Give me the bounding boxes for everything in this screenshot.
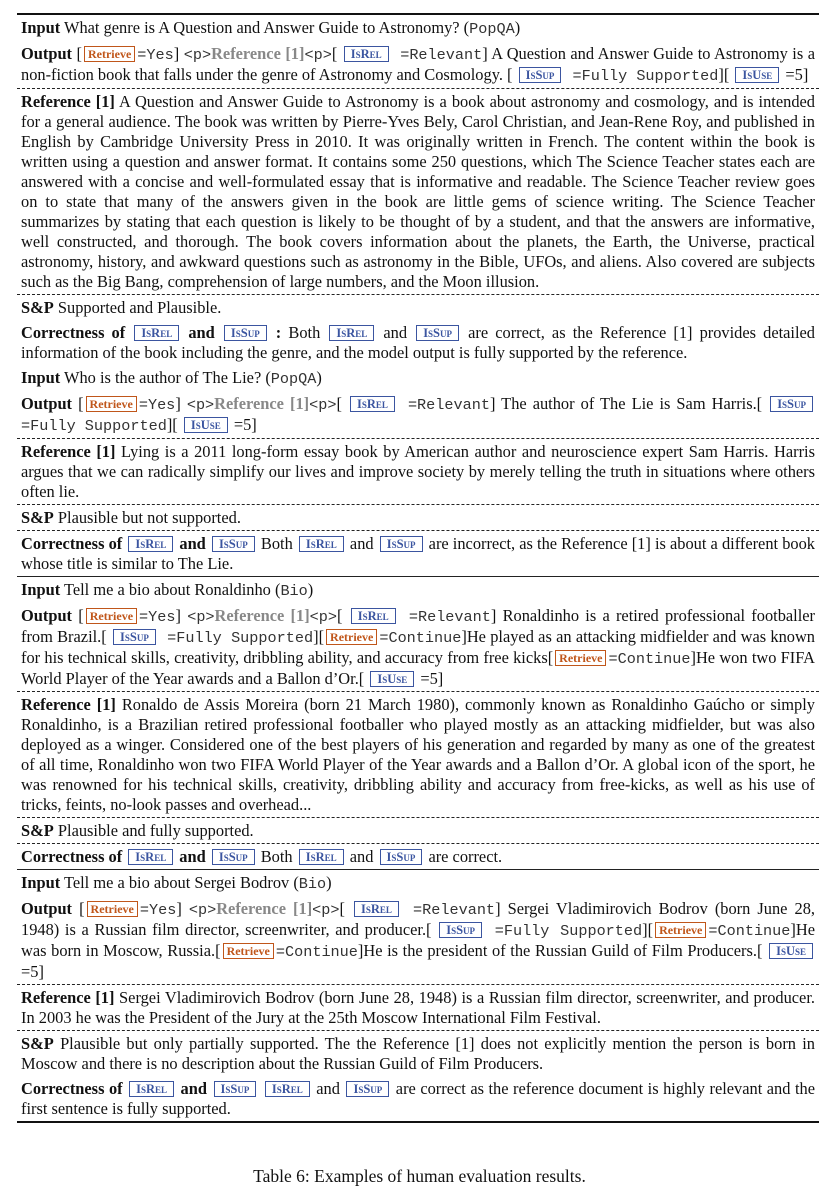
reference-row (17, 439, 819, 505)
mono-text: =Continue (608, 650, 691, 668)
issup-token: IsSup (380, 536, 423, 552)
text: [ (337, 606, 349, 625)
reference-row (17, 89, 819, 295)
text: Plausible and fully supported. (53, 821, 254, 840)
text: ] Ronaldinho is a retired professional footballer from Brazil.[ (21, 606, 816, 646)
bold-label: Input (21, 18, 61, 37)
isuse-token: IsUse (735, 67, 779, 83)
mono-text: =Relevant (397, 608, 491, 626)
correctness-row (17, 531, 819, 577)
sp-judgment-row (17, 818, 819, 844)
retrieve-token: Retrieve (555, 650, 606, 666)
bold-label: Correctness of (21, 534, 127, 553)
text: [ (336, 394, 348, 413)
bold-label: Output (21, 606, 73, 625)
text: =5] (21, 962, 44, 981)
text: ] (175, 606, 188, 625)
mono-text: =Fully Supported (484, 922, 643, 940)
issup-token: IsSup (346, 1081, 389, 1097)
bold-label: S&P (21, 298, 54, 317)
text: are correct, as the Reference [1] provides detailed information of the book including the genre, and the model output is fully supported by the reference. (21, 323, 816, 362)
text: ][ (718, 65, 734, 84)
mono-text: =Continue (275, 943, 358, 961)
text: ] A Question and Answer Guide to Astronomy is a non-fiction book that falls under the genre of Astronomy and Cosmology. [ (21, 44, 816, 84)
correctness-row (17, 1076, 819, 1121)
bold-label: Reference [1] (21, 988, 115, 1007)
issup-token: IsSup (519, 67, 562, 83)
bold-label: S&P (21, 821, 54, 840)
mono-text: <p> (304, 46, 332, 64)
mono-text: =Yes (137, 46, 174, 64)
mono-text: =Yes (139, 901, 177, 919)
mono-text: =Continue (379, 629, 462, 647)
bold-label: Correctness of (21, 847, 127, 866)
isrel-token: IsRel (299, 536, 344, 552)
text: ]He played as an attacking midfielder and was known for his technical skills, creativity, dribbling ability, and accuracy from free kicks[ (21, 627, 815, 667)
reference-row (17, 692, 819, 818)
text: [ (72, 394, 84, 413)
isrel-token: IsRel (350, 396, 395, 412)
bold-label: Reference [1] (21, 695, 116, 714)
text: ) (514, 18, 521, 37)
text: ) (316, 368, 322, 387)
input-row (17, 15, 819, 41)
text: and (345, 534, 378, 553)
bold-label: Output (21, 394, 73, 413)
issup-token: IsSup (214, 1081, 257, 1097)
bold-label: Input (21, 580, 61, 599)
text: Tell me a bio about Ronaldinho ( (60, 580, 281, 599)
retrieve-token: Retrieve (84, 46, 135, 62)
text: [ (72, 606, 84, 625)
text: Plausible but not supported. (53, 508, 241, 527)
text (258, 1079, 263, 1098)
text: ) (326, 873, 332, 892)
text: Both (256, 534, 297, 553)
text: ] (175, 394, 187, 413)
mono-text: <p> (187, 608, 215, 626)
bold-label: S&P (21, 508, 54, 527)
mono-text: PopQA (469, 20, 515, 38)
issup-token: IsSup (113, 629, 156, 645)
mono-text: Bio (280, 582, 308, 600)
text: ] Sergei Vladimirovich Bodrov (born June 28, 1948) is a Russian film director, screenwriter, and producer.[ (21, 899, 816, 939)
bold-label: Input (21, 873, 61, 892)
sp-judgment-row (17, 1031, 819, 1076)
text: Sergei Vladimirovich Bodrov (born June 28, 1948) is a Russian film director, screenwriter, and producer. In 2003 he was the President of the Jury at the 25th Moscow International Film Festival. (21, 988, 815, 1027)
mono-text: <p> (183, 46, 212, 64)
mono-text: <p> (309, 608, 337, 626)
text: ]He is the president of the Russian Guild of Film Producers.[ (357, 941, 768, 960)
isuse-token: IsUse (370, 671, 414, 687)
table-caption: Table 6: Examples of human evaluation results. (253, 1166, 586, 1186)
text: [ (339, 899, 353, 918)
reference-row (17, 985, 819, 1031)
text: are incorrect, as the Reference [1] is about a different book whose title is similar to The Lie. (21, 534, 815, 573)
isrel-token: IsRel (299, 849, 344, 865)
output-row (17, 896, 819, 985)
bold-label: Reference [1] (21, 442, 116, 461)
issup-token: IsSup (212, 536, 255, 552)
output-row (17, 41, 819, 89)
reference-marker: Reference [1] (216, 899, 313, 918)
retrieve-token: Retrieve (86, 608, 137, 624)
bold-label: and (175, 534, 210, 553)
mono-text: <p> (312, 901, 340, 919)
sp-judgment-row (17, 505, 819, 531)
isrel-token: IsRel (344, 46, 389, 62)
bold-label: : (268, 323, 289, 342)
bold-label: Reference [1] (21, 92, 115, 111)
reference-marker: Reference [1] (211, 44, 305, 63)
isrel-token: IsRel (265, 1081, 310, 1097)
output-row (17, 391, 819, 439)
text: Tell me a bio about Sergei Bodrov ( (60, 873, 299, 892)
issup-token: IsSup (224, 325, 267, 341)
issup-token: IsSup (212, 849, 255, 865)
mono-text: <p> (188, 901, 217, 919)
isuse-token: IsUse (769, 943, 813, 959)
text: ) (307, 580, 314, 599)
mono-text: =Relevant (390, 46, 483, 64)
text: are correct as the reference document is highly relevant and the first sentence is fully supported. (21, 1079, 815, 1118)
text: Who is the author of The Lie? ( (60, 368, 271, 387)
issup-token: IsSup (416, 325, 459, 341)
isuse-token: IsUse (184, 417, 228, 433)
retrieve-token: Retrieve (326, 629, 377, 645)
text: [ (331, 44, 342, 63)
isrel-token: IsRel (128, 849, 173, 865)
bold-label: Input (21, 368, 61, 387)
issup-token: IsSup (380, 849, 423, 865)
correctness-row (17, 844, 819, 870)
text: Ronaldo de Assis Moreira (born 21 March 1980), commonly known as Ronaldinho Gaúcho or simply Ronaldinho, is a Brazilian retired professional footballer who played mostly as an attacking midfielder, but was also deployed as a winger. Considered one of the best players of his generation and regarded by many as one of the greatest of all time, Ronaldinho won two FIFA World Player of the Year awards and a Ballon d’Or. A global icon of the sport, he was renowned for his technical skills, creativity, dribbling ability and accuracy from free-kicks, as well as his use of tricks, feints, no-look passes and overhead... (21, 695, 815, 814)
text: ]He won two FIFA World Player of the Year awards and a Ballon d’Or.[ (21, 648, 815, 688)
isrel-token: IsRel (134, 325, 179, 341)
reference-marker: Reference [1] (214, 394, 310, 413)
mono-text: =Fully Supported (157, 629, 314, 647)
mono-text: =Yes (139, 608, 176, 626)
mono-text: PopQA (270, 370, 317, 388)
mono-text: <p> (186, 396, 215, 414)
retrieve-token: Retrieve (87, 901, 138, 917)
mono-text: <p> (309, 396, 337, 414)
evaluation-examples-table (17, 13, 819, 1123)
text: Both (288, 323, 328, 342)
bold-label: Correctness of (21, 323, 133, 342)
text: =5] (781, 65, 809, 84)
text: ] (173, 44, 184, 63)
text: and (376, 323, 415, 342)
isrel-token: IsRel (329, 325, 374, 341)
input-row (17, 365, 819, 391)
bold-label: and (181, 323, 222, 342)
mono-text: =Fully Supported (563, 67, 719, 85)
text: ][ (313, 627, 325, 646)
text: =5] (416, 669, 444, 688)
text: =5] (229, 415, 257, 434)
issup-token: IsSup (770, 396, 813, 412)
sp-judgment-row (17, 295, 819, 320)
input-row (17, 870, 819, 896)
text: A Question and Answer Guide to Astronomy is a book about astronomy and cosmology, and is intended for a general audience. The book was written by Pierre-Yves Bely, Carol Christian, and Jean-Rene Roy, and published in English by Cambridge University Press in 2010. It was originally written in French. The content within the book is written using a question and answer format. It contains some 250 questions, which The Science Teacher states each are answered with a concise and well-formulated essay that is informative and readable. The Science Teacher review goes on to state that many of the answers given in the book are little gems of science writing. The Science Teacher summarizes by stating that each question is likely to be thought of by a student, and that the answers are informative, well constructed, and thorough. The book covers information about the planets, the Earth, the Universe, practical astronomy, history, and awkward questions such as astronomy in the Bible, UFOs, and aliens. Also covered are subjects such as the Big Bang, comprehension of large numbers, and the Moon illusion. (21, 92, 815, 291)
mono-text: =Relevant (396, 396, 490, 414)
text: ] The author of The Lie is Sam Harris.[ (489, 394, 769, 413)
text: ][ (642, 920, 654, 939)
text: and (345, 847, 378, 866)
text: ][ (166, 415, 182, 434)
retrieve-token: Retrieve (223, 943, 274, 959)
mono-text: =Yes (138, 396, 176, 414)
text: [ (72, 899, 85, 918)
text: Lying is a 2011 long-form essay book by American author and neuroscience expert Sam Harris. Harris argues that we can radically simplify our lives and improve society by merely telling the truth in situations where others often lie. (21, 442, 815, 501)
bold-label: Correctness of (21, 1079, 128, 1098)
mono-text: Bio (298, 875, 327, 893)
input-row (17, 577, 819, 603)
bold-label: Output (21, 44, 73, 63)
retrieve-token: Retrieve (655, 922, 706, 938)
bold-label: and (175, 847, 210, 866)
bold-label: S&P (21, 1034, 54, 1053)
text: are correct. (424, 847, 503, 866)
text: ]He was born in Moscow, Russia.[ (21, 920, 815, 960)
bold-label: Output (21, 899, 73, 918)
isrel-token: IsRel (129, 1081, 174, 1097)
isrel-token: IsRel (354, 901, 399, 917)
text: Both (256, 847, 297, 866)
issup-token: IsSup (439, 922, 482, 938)
bold-label: and (176, 1079, 212, 1098)
correctness-row (17, 320, 819, 365)
text: Plausible but only partially supported. The the Reference [1] does not explicitly mention the person is born in Moscow and there is no description about the Russian Guild of Film Producers. (21, 1034, 815, 1073)
mono-text: =Relevant (400, 901, 496, 919)
mono-text: =Fully Supported (21, 417, 167, 435)
text: [ (72, 44, 82, 63)
output-row (17, 603, 819, 692)
mono-text: =Continue (708, 922, 791, 940)
isrel-token: IsRel (351, 608, 396, 624)
retrieve-token: Retrieve (86, 396, 137, 412)
text: ] (176, 899, 189, 918)
text: and (311, 1079, 345, 1098)
text: Supported and Plausible. (53, 298, 222, 317)
reference-marker: Reference [1] (214, 606, 310, 625)
isrel-token: IsRel (128, 536, 173, 552)
text: What genre is A Question and Answer Guide to Astronomy? ( (60, 18, 470, 37)
